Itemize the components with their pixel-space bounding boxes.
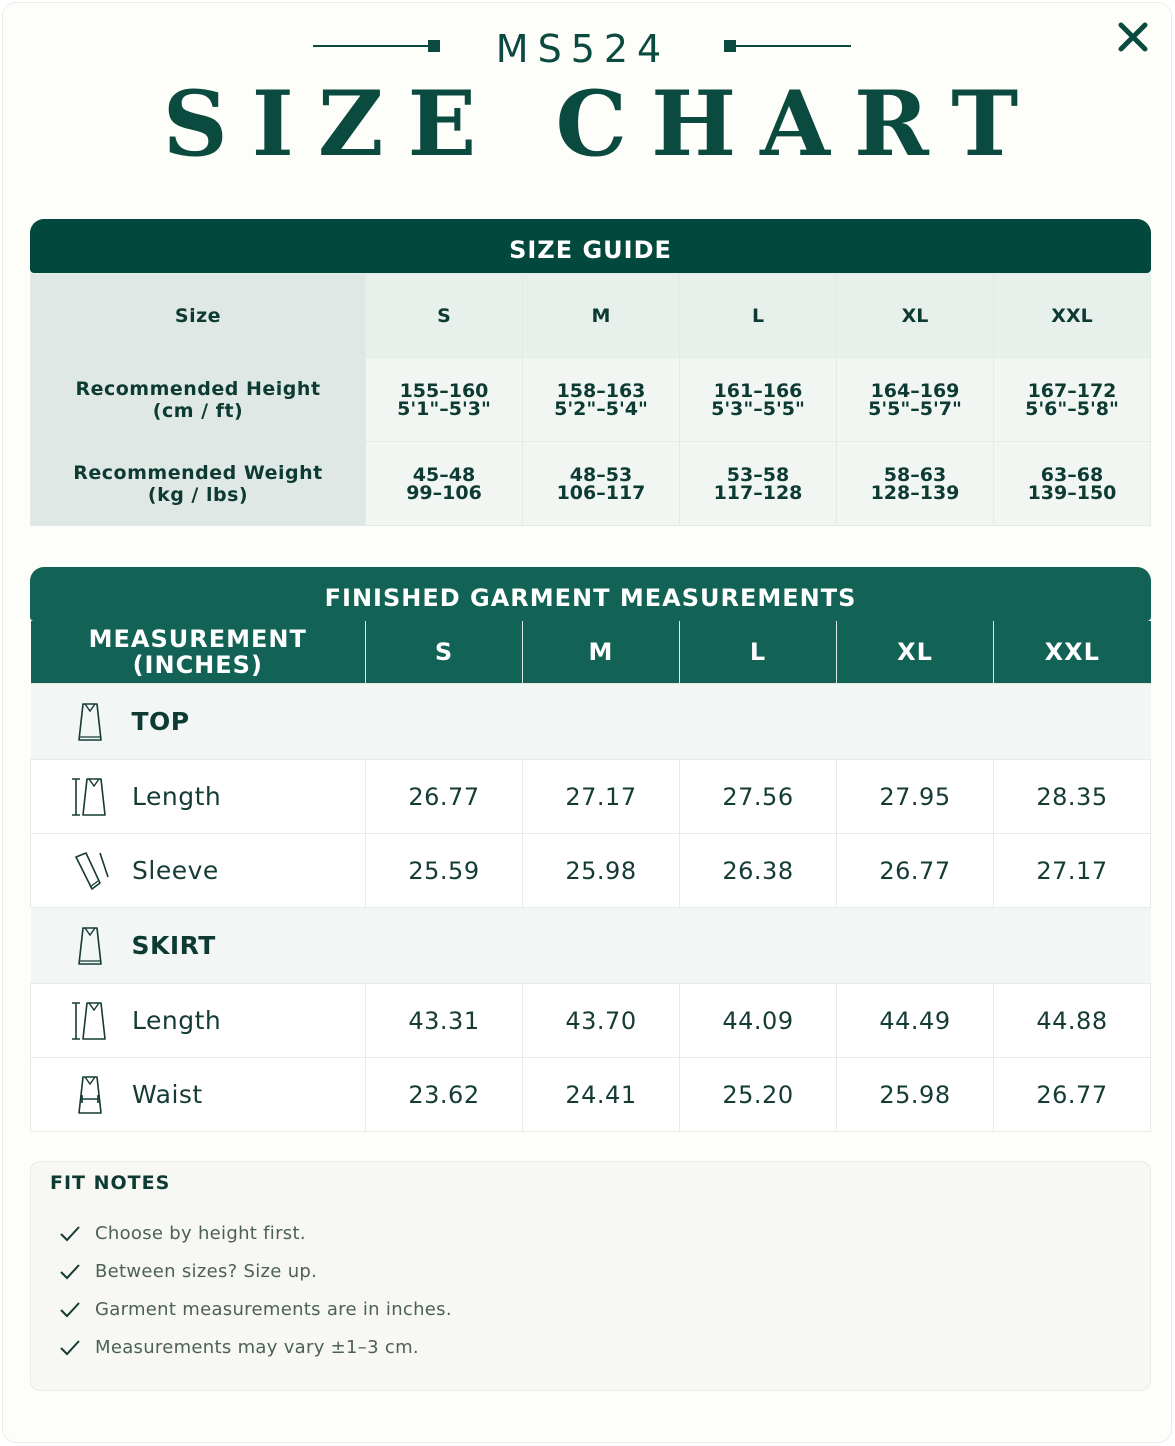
product-code: MS524 (495, 27, 671, 71)
top-garment-icon (66, 698, 114, 746)
value-m: 24.41 (523, 1058, 680, 1132)
size-guide-header: SIZE GUIDE (30, 219, 1151, 273)
value-xxl: 26.77 (994, 1058, 1151, 1132)
height-ft: 5'1"–5'3" (397, 397, 491, 420)
value-m: 43.70 (523, 984, 680, 1058)
weight-value-xl (837, 442, 994, 526)
measurement-label: Waist (132, 1080, 203, 1109)
value-s: 26.77 (366, 760, 523, 834)
value-m: 25.98 (523, 834, 680, 908)
skirt-icon (66, 922, 114, 970)
fit-notes-title: FIT NOTES (50, 1172, 171, 1194)
fit-note-text: Choose by height first. (95, 1222, 306, 1244)
value-xl: 25.98 (837, 1058, 994, 1132)
height-value-l (680, 358, 837, 442)
weight-value-s (366, 442, 523, 526)
section-skirt (31, 908, 1151, 984)
product-code-row (3, 25, 1175, 73)
value-s: 25.59 (366, 834, 523, 908)
height-value-m (523, 358, 680, 442)
list-item (59, 1256, 317, 1286)
measurement-name (31, 760, 366, 834)
measurement-label-line1: MEASUREMENT (88, 625, 307, 653)
value-s: 23.62 (366, 1058, 523, 1132)
list-item (59, 1294, 452, 1324)
garment-size-m: M (523, 621, 680, 684)
value-xl: 44.49 (837, 984, 994, 1058)
garment-size-s: S (366, 621, 523, 684)
weight-lbs: 128–139 (870, 481, 960, 504)
section-row-skirt (31, 908, 1151, 984)
check-icon (59, 1222, 81, 1244)
value-s: 43.31 (366, 984, 523, 1058)
weight-value-xxl (994, 442, 1151, 526)
section-row-top (31, 684, 1151, 760)
section-label: SKIRT (131, 931, 216, 960)
measurement-name (31, 834, 366, 908)
weight-kg: 58–63 (883, 463, 947, 486)
value-l: 25.20 (680, 1058, 837, 1132)
weight-label-line2: (kg / lbs) (147, 483, 249, 506)
height-cm: 158–163 (556, 379, 646, 402)
height-value-xxl (994, 358, 1151, 442)
height-cm: 155–160 (399, 379, 489, 402)
fit-notes (30, 1161, 1151, 1391)
value-l: 27.56 (680, 760, 837, 834)
weight-lbs: 117–128 (713, 481, 803, 504)
height-ft: 5'6"–5'8" (1025, 397, 1119, 420)
height-label-line2: (cm / ft) (152, 399, 244, 422)
measurement-label-line2: (INCHES) (132, 651, 263, 679)
waist-icon (66, 1071, 114, 1119)
table-row (31, 1058, 1151, 1132)
list-item (59, 1218, 306, 1248)
weight-lbs: 139–150 (1027, 481, 1117, 504)
height-label-line1: Recommended Height (75, 377, 321, 400)
value-m: 27.17 (523, 760, 680, 834)
decorative-line (735, 45, 851, 47)
value-xl: 27.95 (837, 760, 994, 834)
weight-value-m (523, 442, 680, 526)
value-xxl: 27.17 (994, 834, 1151, 908)
size-header-s: S (366, 274, 523, 358)
measurement-label: Length (132, 782, 222, 811)
weight-kg: 63–68 (1040, 463, 1104, 486)
check-icon (59, 1298, 81, 1320)
size-header-xxl: XXL (994, 274, 1151, 358)
weight-row (31, 442, 1151, 526)
weight-kg: 48–53 (569, 463, 633, 486)
height-cm: 164–169 (870, 379, 960, 402)
section-label: TOP (131, 707, 190, 736)
height-value-xl (837, 358, 994, 442)
table-row (31, 834, 1151, 908)
height-cm: 161–166 (713, 379, 803, 402)
weight-lbs: 99–106 (406, 481, 482, 504)
decorative-line (313, 45, 431, 47)
size-chart-card (2, 2, 1172, 1443)
size-column-label: Size (31, 274, 366, 358)
measurement-column-label (31, 621, 366, 684)
height-row (31, 358, 1151, 442)
garment-size-xl: XL (837, 621, 994, 684)
check-icon (59, 1260, 81, 1282)
length-icon (66, 773, 114, 821)
page-title: SIZE CHART (162, 71, 1043, 177)
measurement-name (31, 984, 366, 1058)
value-xxl: 28.35 (994, 760, 1151, 834)
decorative-square (428, 40, 440, 52)
fit-note-text: Between sizes? Size up. (95, 1260, 318, 1282)
weight-kg: 45–48 (412, 463, 476, 486)
measurement-label: Sleeve (132, 856, 219, 885)
value-l: 26.38 (680, 834, 837, 908)
weight-lbs: 106–117 (556, 481, 646, 504)
size-header-m: M (523, 274, 680, 358)
table-row (31, 760, 1151, 834)
garment-header-row (31, 621, 1151, 684)
section-top (31, 684, 1151, 760)
weight-label-line1: Recommended Weight (73, 461, 323, 484)
size-header-l: L (680, 274, 837, 358)
size-guide-table (30, 273, 1151, 526)
height-label (31, 358, 366, 442)
weight-value-l (680, 442, 837, 526)
height-ft: 5'3"–5'5" (711, 397, 805, 420)
list-item (59, 1332, 419, 1362)
value-xl: 26.77 (837, 834, 994, 908)
value-l: 44.09 (680, 984, 837, 1058)
garment-measurements-table (30, 621, 1151, 1132)
height-ft: 5'5"–5'7" (868, 397, 962, 420)
garment-size-l: L (680, 621, 837, 684)
measurement-name (31, 1058, 366, 1132)
weight-kg: 53–58 (726, 463, 790, 486)
check-icon (59, 1336, 81, 1358)
garment-size-xxl: XXL (994, 621, 1151, 684)
height-cm: 167–172 (1027, 379, 1117, 402)
size-header-xl: XL (837, 274, 994, 358)
table-row (31, 984, 1151, 1058)
height-value-s (366, 358, 523, 442)
fit-note-text: Measurements may vary ±1–3 cm. (95, 1336, 419, 1358)
measurement-label: Length (132, 1006, 222, 1035)
fit-note-text: Garment measurements are in inches. (95, 1298, 452, 1320)
size-guide-header-row (31, 274, 1151, 358)
garment-measurements-header: FINISHED GARMENT MEASUREMENTS (30, 567, 1151, 621)
sleeve-icon (66, 847, 114, 895)
height-ft: 5'2"–5'4" (554, 397, 648, 420)
value-xxl: 44.88 (994, 984, 1151, 1058)
weight-label (31, 442, 366, 526)
length-icon (66, 997, 114, 1045)
